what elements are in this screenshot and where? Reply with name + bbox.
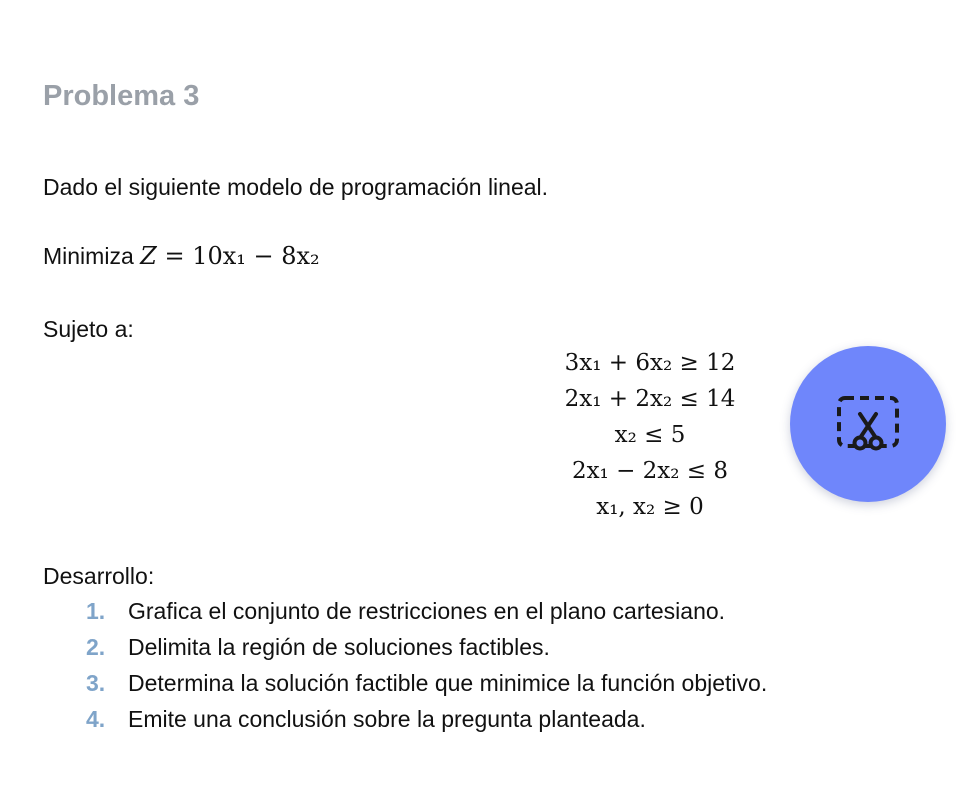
objective-verb: Minimiza xyxy=(43,243,134,269)
development-label: Desarrollo: xyxy=(43,563,155,589)
constraint-4: 2x₁ − 2x₂ ≤ 8 xyxy=(571,458,729,484)
problem-title: Problema 3 xyxy=(43,80,200,112)
screenshot-capture-button[interactable] xyxy=(790,346,946,502)
subject-to-label: Sujeto a: xyxy=(43,316,134,342)
constraint-nonnegativity: x₁, x₂ ≥ 0 xyxy=(596,494,704,520)
step-number: 4. xyxy=(86,706,106,732)
step-number: 2. xyxy=(86,634,106,660)
step-text: Emite una conclusión sobre la pregunta planteada. xyxy=(128,706,646,732)
list-item xyxy=(86,593,767,629)
step-number: 1. xyxy=(86,598,106,624)
intro-text: Dado el siguiente modelo de programación lineal. xyxy=(43,174,549,200)
step-number: 3. xyxy=(86,670,106,696)
constraint-1: 3x₁ + 6x₂ ≥ 12 xyxy=(564,350,736,376)
development-steps xyxy=(86,593,767,737)
objective-function xyxy=(43,242,320,270)
constraints-block xyxy=(490,345,810,525)
objective-variable: Z xyxy=(140,242,157,270)
objective-expression: = 10x₁ − 8x₂ xyxy=(164,242,320,270)
list-item xyxy=(86,665,767,701)
list-item xyxy=(86,629,767,665)
objective-formula xyxy=(140,242,320,270)
list-item xyxy=(86,701,767,737)
constraint-2: 2x₁ + 2x₂ ≤ 14 xyxy=(564,386,736,412)
constraint-3: x₂ ≤ 5 xyxy=(614,422,686,448)
step-text: Delimita la región de soluciones factibles. xyxy=(128,634,550,660)
step-text: Grafica el conjunto de restricciones en el plano cartesiano. xyxy=(128,598,726,624)
step-text: Determina la solución factible que minimice la función objetivo. xyxy=(128,670,768,696)
screenshot-scissors-icon xyxy=(830,386,906,462)
